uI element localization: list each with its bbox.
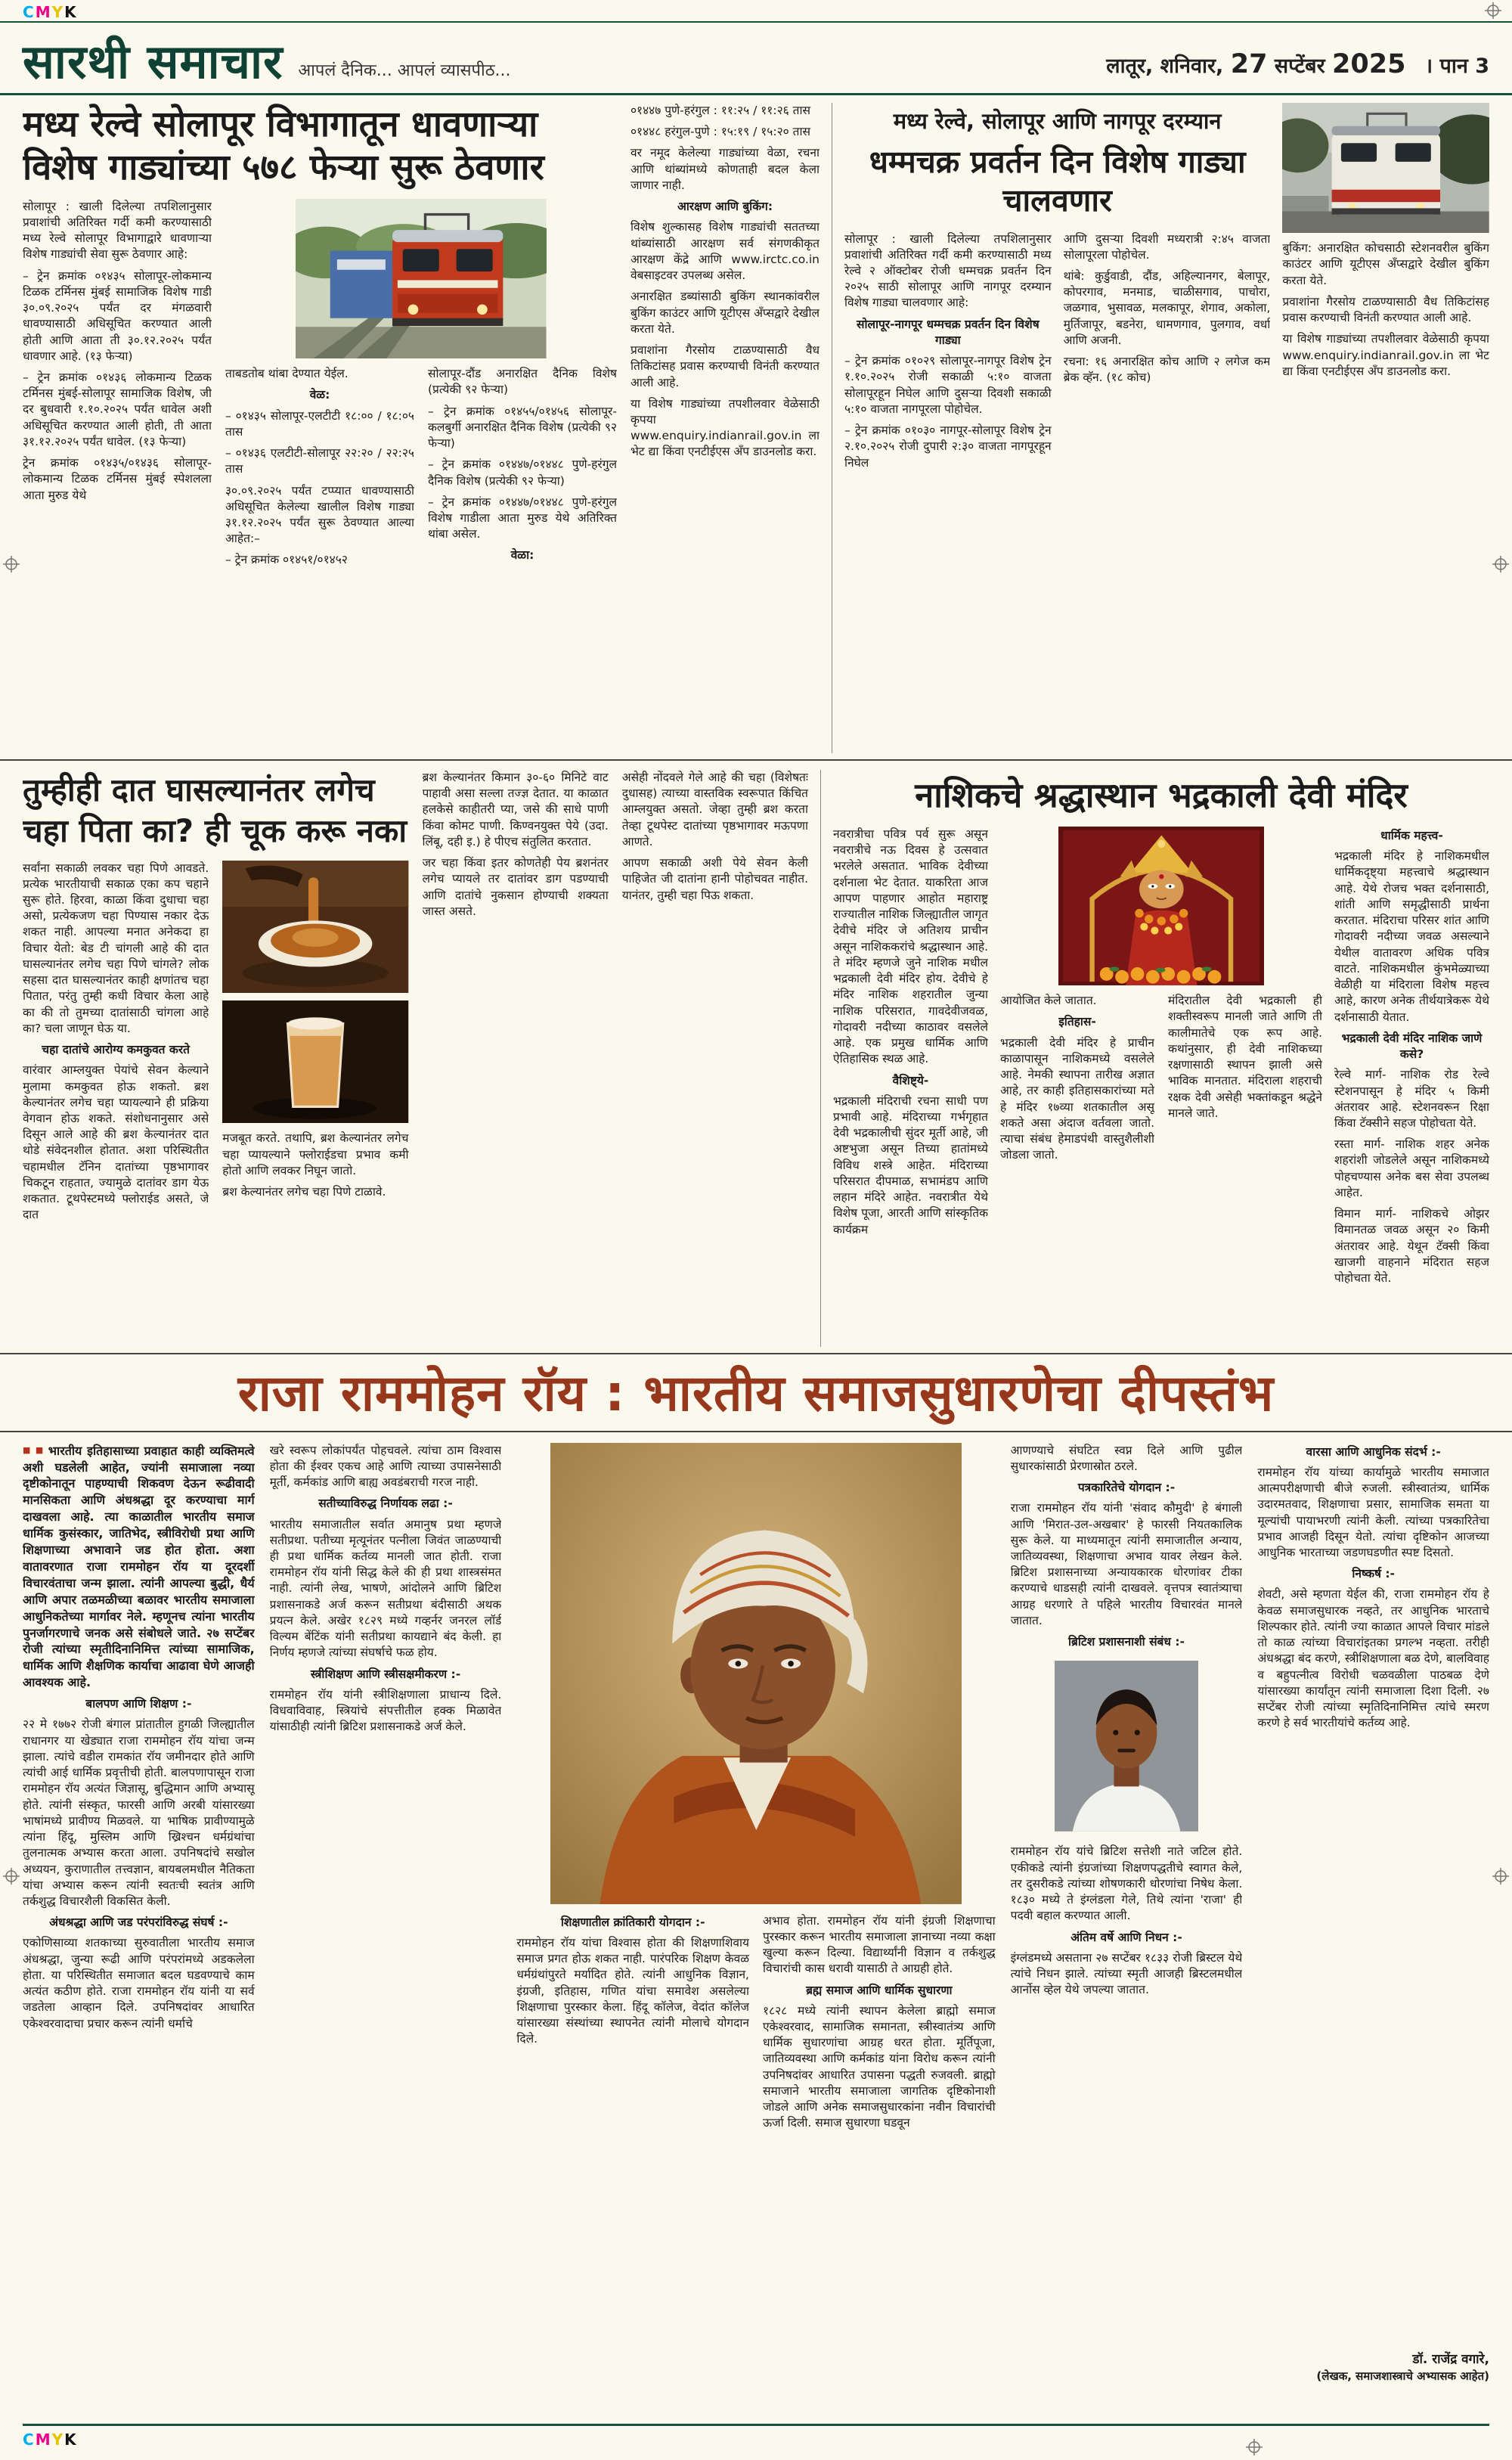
registration-row-bottom	[23, 2424, 1489, 2454]
paragraph: इंग्लंडमध्ये असताना २७ सप्टेंबर १८३३ रोजी ब्रिस्टल येथे त्यांचे निधन झाले. त्यांच्या स्मृती आजही ब्रिस्टलमधील आर्नोस व्हेल येथे जपल्या जातात.	[1010, 1950, 1243, 1997]
article-column	[833, 827, 988, 1347]
subhead: सतीच्याविरुद्ध निर्णायक लढा :-	[318, 1497, 453, 1511]
dateline-date: 27	[1230, 49, 1268, 79]
paragraph: ट्रेन क्रमांक ०१४३५/०१४३६ सोलापूर-लोकमान्य टिळक टर्मिनस मुंबई स्पेशलला आता मुरुड येथे	[23, 456, 212, 502]
paragraph: आपण सकाळी अशी पेये सेवन केली पाहिजेत जी दातांना हानी पोहोचवत नाहीत. यानंतर, तुम्ही चहा पिऊ शकता.	[621, 856, 808, 902]
article-bhadrakali-temple	[820, 770, 1489, 1347]
author-photo	[1055, 1661, 1198, 1836]
cmyk-mark-top	[23, 3, 78, 21]
paragraph: ब्रश केल्यानंतर लगेच चहा पिणे टाळावे.	[222, 1185, 386, 1199]
article-column	[270, 1443, 502, 2389]
registration-mark	[1485, 2, 1501, 19]
subhead: ब्रह्म समाज आणि धार्मिक सुधारणा	[806, 1983, 953, 1997]
article-subcolumn	[1257, 1443, 1489, 1737]
headline-group	[844, 103, 1270, 231]
paragraph: विशेष शुल्कासह विशेष गाड्यांची सततच्या थांब्यांसाठी आरक्षण सर्व संगणकीकृत आरक्षण केंद्रे आणि www.irctc.co.in वेबसाइटवर उपलब्ध असेल.	[631, 220, 820, 283]
registration-mark	[3, 556, 20, 572]
paragraph: राजा राममोहन रॉय यांनी 'संवाद कौमुदी' हे बंगाली आणि 'मिरात-उल-अखबार' हे फारसी नियतकालिक सुरू केले. या माध्यमातून त्यांनी समाजातील अन्याय, जातिव्यवस्था, शिक्षणाचा अभाव यावर लेखन केले. ब्रिटिश प्रशासनाच्या अन्यायकारक धोरणांवर टीका करण्याचे धाडसही त्यांनी दाखवले. वृत्तपत्र स्वातंत्र्याचा आग्रह धरणारे ते पहिले भारतीय विचारवंत मानले जातात.	[1010, 1501, 1243, 1627]
headline-special-trains: मध्य रेल्वे सोलापूर विभागातून धावणाऱ्या विशेष गाड्यांच्या ५७८ फेऱ्या सुरू ठेवणार	[23, 104, 544, 189]
masthead-tagline: आपलं दैनिक... आपलं व्यासपीठ...	[298, 61, 511, 80]
article-dhammachakra-trains	[832, 103, 1489, 753]
paragraph: भद्रकाली देवी मंदिर हे प्राचीन काळापासून नाशिकमध्ये वसलेले आहे. नेमकी स्थापना तारीख अज्ञात आहे, तर काही इतिहासकारांच्या मते हे मंदिर १७व्या शतकातील असू शकते असा अंदाज वर्तवला जातो. त्याचा संबंध हेमाडपंथी वास्तुशैलीशी जोडला जातो.	[1000, 1035, 1154, 1162]
subhead: निष्कर्ष :-	[1352, 1567, 1395, 1581]
paragraph: आयोजित केले जातात.	[1000, 994, 1097, 1008]
paragraph: थांबे: कुर्डुवाडी, दौंड, अहिल्यानगर, बेलापूर, कोपरगाव, मनमाड, चाळीसगाव, पाचोरा, जळगाव, भुसावळ, मलकापूर, शेगाव, अकोला, मुर्तिजापूर, बडनेरा, धामणगाव, पुलगाव, वर्धा आणि अजनी.	[1063, 268, 1271, 347]
paragraph: सोलापूर : खाली दिलेल्या तपशिलानुसार प्रवाशांची अतिरिक्त गर्दी कमी करण्यासाठी मध्य रेल्वे २ ऑक्टोबर रोजी धम्मचक्र प्रवर्तन दिन २०२५ साठी सोलापूर आणि नागपूर दरम्यान विशेष गाड्या चालवणार आहे:	[844, 231, 1052, 310]
cmyk-c: C	[23, 3, 36, 21]
subhead: वारसा आणि आधुनिक संदर्भ :-	[1306, 1444, 1441, 1459]
paragraph: या विशेष गाड्यांच्या तपशीलवार वेळेसाठी कृपया www.enquiry.indianrail.gov.in ला भेट द्या किंवा एनटीईएस अँप डाउनलोड करा.	[1282, 332, 1489, 378]
subhead: आरक्षण आणि बुकिंग:	[677, 200, 773, 214]
paragraph: बुकिंग: अनारक्षित कोचसाठी स्टेशनवरील बुकिंग काउंटर आणि यूटीएस अँप्सद्वारे देखील बुकिंग करता येते.	[1282, 241, 1489, 287]
paragraph: रचना: १६ अनारक्षित कोच आणि २ लगेज कम ब्रेक व्हॅन. (१८ कोच)	[1063, 355, 1271, 385]
paragraph: ३०.०९.२०२५ पर्यंत टप्प्यात धावण्यासाठी अधिसूचित केलेल्या खालील विशेष गाड्या ३१.१२.२०२५ पर्यंत सुरू ठेवण्यात आल्या आहेत:–	[225, 483, 414, 546]
page-header	[0, 23, 1512, 95]
subhead: शिक्षणातील क्रांतिकारी योगदान :-	[560, 1915, 705, 1929]
bhadrakali-devi-idol-photo	[1058, 827, 1265, 985]
two-column-split	[1000, 993, 1322, 1168]
article-column-last	[1257, 1443, 1489, 2389]
article-column	[222, 1131, 408, 1205]
cmyk-y: Y	[51, 3, 65, 21]
cmyk-mark-bottom	[23, 2431, 78, 2449]
dateline-year: 2025	[1332, 49, 1406, 79]
dateline	[1106, 49, 1489, 85]
article-column	[423, 770, 609, 1347]
paragraph: अभाव होता. राममोहन रॉय यांनी इंग्रजी शिक्षणाचा पुरस्कार करून भारतीय समाजाला ज्ञानाच्या नव्या कक्षा खुल्या करून दिल्या. विद्यार्थ्यांनी विज्ञान व तर्कशुद्ध विचारांची कास धरावी यासाठी ते आग्रही होते.	[762, 1913, 996, 1976]
article-column	[1282, 240, 1489, 385]
paragraph: ■ ■ भारतीय इतिहासाच्या प्रवाहात काही व्यक्तिमत्वे अशी घडलेली आहेत, ज्यांनी समाजाला नव्या दृष्टीकोनातून पाहण्याची शिकवण देऊन रूढीवादी मानसिकता आणि अंधश्रद्धा दूर करण्याचा मार्ग दाखवला आहे. त्या काळातील भारतीय समाज धार्मिक कुसंस्कार, जातिभेद, स्त्रीविरोधी प्रथा आणि शिक्षणाच्या अभावाने जड होत होता. अशा वातावरणात राजा राममोहन रॉय या दूरदर्शी विचारवंताचा जन्म झाला. त्यांनी आपल्या बुद्धी, धैर्य आणि अपार तळमळीच्या बळावर भारतीय समाजाला आधुनिकतेच्या मार्गावर नेले. म्हणूनच त्यांना भारतीय पुनर्जागरणाचे जनक असे संबोधले जाते. २७ सप्टेंबर रोजी त्यांच्या स्मृतीदिनानिमित्त त्यांच्या सामाजिक, धार्मिक आणि शैक्षणिक कार्याचा आढावा घेणे आजही आवश्यक आहे.	[23, 1443, 255, 1692]
article-column	[428, 366, 617, 574]
paragraph: भारतीय समाजातील सर्वात अमानुष प्रथा म्हणजे सतीप्रथा. पतीच्या मृत्यूनंतर पत्नीला जिवंत जाळण्याची ही प्रथा धार्मिक कर्तव्य मानली जात होती. राजा राममोहन रॉय यांनी सिद्ध केले की ही प्रथा शास्त्रसंमत नाही. त्यांनी लेख, भाषणे, आंदोलने आणि ब्रिटिश प्रशासनाकडे अर्ज करून सतीप्रथा बंदीसाठी अथक प्रयत्न केले. अखेर १८२९ मध्ये गव्हर्नर जनरल लॉर्ड विल्यम बेंटिंक यांनी सतीप्रथा कायद्याने बंद केली. हा निर्णय म्हणजे त्यांच्या संघर्षाचे फळ होय.	[269, 1517, 502, 1660]
article-column	[844, 231, 1052, 754]
paragraph: सोलापूर : खाली दिलेल्या तपशिलानुसार प्रवाशांची अतिरिक्त गर्दी कमी करण्यासाठी मध्य रेल्वे सोलापूर विभागाद्वारे धावणाऱ्या विशेष गाड्यांची सेवा सुरू ठेवणार आहे:	[23, 199, 212, 262]
two-column-split	[516, 1913, 995, 2137]
paragraph: जर चहा किंवा इतर कोणतेही पेय ब्रशनंतर लगेच प्यायले तर दातांवर डाग पडण्याची आणि दातांचे नुकसान होण्याची शक्यता जास्त असते.	[422, 856, 609, 918]
article-column	[23, 199, 212, 753]
paragraph: – ट्रेन क्रमांक ०१४३६ लोकमान्य टिळक टर्मिनस मुंबई-सोलापूर सामाजिक विशेष, जी दर बुधवारी १.१०.२०२५ पर्यंत धावेल अशी अधिसूचित करण्यात आली होती, ती आता ३१.१२.२०२५ पर्यंत धावेल. (१३ फेऱ्या)	[23, 371, 212, 448]
masthead-title: सारथी समाचार	[23, 34, 284, 89]
subhead: ब्रिटिश प्रशासनाशी संबंध :-	[1068, 1635, 1185, 1649]
article-subcolumn	[1011, 1844, 1243, 2003]
article-column	[631, 103, 820, 753]
registration-mark	[1246, 2439, 1263, 2455]
cmyk-k: K	[64, 3, 78, 21]
paragraph: भद्रकाली मंदिर हे नाशिकमधील धार्मिकदृष्ट्या महत्त्वाचे श्रद्धास्थान आहे. येथे रोजच भक्त दर्शनासाठी, शांती आणि समृद्धीसाठी प्रार्थना करतात. मंदिराचा परिसर शांत आणि गोदावरी नदीच्या जवळ असल्याने येथील वातावरण अधिक पवित्र वाटते. नाशिकमधील कुंभमेळ्याच्या वेळीही या मंदिराला विशेष महत्त्व आहे, कारण अनेक तीर्थयात्रेकरू येथे दर्शनासाठी येतात.	[1334, 849, 1489, 1024]
subhead: सोलापूर-नागपूर धम्मचक्र प्रवर्तन दिन विशेष गाड्या	[856, 317, 1040, 347]
article-column-with-author-photo	[1011, 1443, 1243, 2389]
headline-dhammachakra: धम्मचक्र प्रवर्तन दिन विशेष गाड्या चालवणार	[869, 144, 1246, 219]
paragraph: ब्रश केल्यानंतर किमान ३०-६० मिनिटे वाट पाहावी असा सल्ला तज्ज्ञ देतात. या काळात हलकेसे काहीतरी प्या, जसे की साधे पाणी किंवा कोमट पाणी. किण्वनयुक्त पेये (उदा. लिंबू, दही इ.) हे पीएच संतुलित करतात.	[422, 771, 609, 848]
subhead: भद्रकाली देवी मंदिर नाशिक जाणे कसे?	[1341, 1031, 1483, 1062]
subhead: इतिहास-	[1058, 1015, 1096, 1029]
article-column	[1168, 993, 1322, 1168]
author-name: डॉ. राजेंद्र वगारे,	[1412, 2351, 1489, 2367]
paragraph: शेवटी, असे म्हणता येईल की, राजा राममोहन रॉय हे केवळ समाजसुधारक नव्हते, तर आधुनिक भारताचे शिल्पकार होते. त्यांनी ज्या काळात आपले विचार मांडले तो काळ त्यांच्या विचारांइतका प्रगल्भ नव्हता. तरीही अंधश्रद्धा बंद करणे, स्त्रीशिक्षणाला बळ देणे, बालविवाह व बहुपत्नीत्व विरोधी चळवळीला पाठबळ देणे यांसारख्या कार्यांतून त्यांनी समाजाला दिशा दिली. २७ सप्टेंबर रोजी त्यांच्या स्मृतिदिनानिमित्त त्यांचे स्मरण करणे हे सर्व भारतीयांचे कर्तव्य आहे.	[1257, 1587, 1489, 1730]
registration-mark	[3, 1868, 20, 1885]
feature-headline-band	[0, 1354, 1512, 1432]
raja-ram-mohan-roy-portrait	[550, 1443, 962, 1904]
article-middle-zone	[1000, 827, 1322, 1347]
paragraph: वर नमूद केलेल्या गाड्यांच्या वेळा, रचना आणि थांब्यांमध्ये कोणताही बदल केला जाणार नाही.	[631, 146, 820, 192]
paragraph: – ट्रेन क्रमांक ०१४५५/०१४५६ सोलापूर-कलबुर्गी अनारक्षित दैनिक विशेष (प्रत्येकी ९२ फेऱ्या)	[428, 404, 617, 451]
tea-glass-photo	[222, 1000, 408, 1124]
cmyk-k: K	[64, 2431, 78, 2449]
paragraph: आणण्याचे संघटित स्वप्न दिले आणि पुढील सुधारकांसाठी प्रेरणास्रोत ठरले.	[1010, 1443, 1243, 1473]
article-middle-zone	[516, 1443, 995, 2389]
paragraph: नवरात्रीचा पवित्र पर्व सुरू असून नवरात्रीचे नऊ दिवस हे उत्सवात भरलेले असतात. भाविक देवीच्या दर्शनाला भेट देतात. याकरिता आज आपण पाहणार आहोत महाराष्ट्र राज्यातील नाशिक जिल्ह्यातील जागृत देवीचे मंदिर जे अतिशय प्राचीन असून नाशिककरांचे श्रद्धास्थान आहे. ते मंदिर म्हणजे जुने नाशिक मधील भद्रकाली देवी मंदिर होय. देवीचे हे मंदिर नाशिक शहरातील जुन्या नाशिक परिसरात, गावदेवीजवळ, गोदावरी नदीच्या काठावर वसलेले आहे. एक प्रमुख धार्मिक आणि ऐतिहासिक स्थळ आहे.	[833, 827, 988, 1066]
dateline-month: सप्टेंबर	[1274, 54, 1325, 78]
subhead: बालपण आणि शिक्षण :-	[85, 1697, 192, 1711]
train-photo-white-locomotive	[1282, 103, 1489, 233]
kicker-dhammachakra: मध्य रेल्वे, सोलापूर आणि नागपूर दरम्यान	[893, 108, 1222, 134]
paragraph: राममोहन रॉय यांच्या कार्यामुळे भारतीय समाजात आत्मपरीक्षणाची बीजे रुजली. स्त्रीस्वातंत्र्य, धार्मिक उदारमतवाद, शिक्षणाचा प्रसार, सामाजिक समता या मूल्यांची पायाभरणी त्यांनी केली. त्यांच्या पत्रकारितेचा प्रभाव आजही दिसून येतो. त्यांचा दृष्टिकोन आजच्या आधुनिक भारताच्या जडणघडणीत स्पष्ट दिसतो.	[1257, 1465, 1489, 1559]
article-tea-after-brushing	[23, 770, 820, 1347]
paragraph: रस्ता मार्ग- नाशिक शहर अनेक शहरांशी जोडलेले असून नाशिकमध्ये पोहचण्यास अनेक बस सेवा उपलब्ध आहेत.	[1334, 1137, 1489, 1199]
subhead: वेळ:	[309, 388, 330, 402]
article-column	[516, 1913, 749, 2137]
paragraph: खरे स्वरूप लोकांपर्यंत पोहचवले. त्यांचा ठाम विश्वास होता की ईश्वर एकच आहे आणि त्याच्या उपासनेसाठी मूर्ती, कर्मकांड आणि बाह्य अवडंबराची गरज नाही.	[269, 1443, 502, 1490]
article-column	[23, 861, 209, 1348]
paragraph: – ट्रेन क्रमांक ०१४५१/०१४५२	[225, 553, 348, 567]
paragraph: मंदिरातील देवी भद्रकाली ही शक्तीस्वरूप मानली जाते आणि ती कालीमातेचे एक रूप आहे. कथांनुसार, ही देवी नाशिकच्या रक्षणासाठी स्थापन झाली असे भाविक मानतात. मंदिराला शहराची रक्षक देवी असेही भक्तांकडून श्रद्धेने मानले जाते.	[1168, 994, 1322, 1120]
two-column-split	[225, 366, 617, 574]
paragraph: मजबूत करते. तथापि, ब्रश केल्यानंतर लगेच चहा प्यायल्याने फ्लोराईडचा प्रभाव कमी होतो आणि लवकर निघून जातो.	[222, 1131, 409, 1177]
paragraph: सर्वांना सकाळी लवकर चहा पिणे आवडते. प्रत्येक भारतीयाची सकाळ एका कप चहाने सुरू होते. हिरवा, काळा किंवा दुधाचा चहा असो, प्रत्येकजण चहा पिण्यास नकार देऊ शकत नाही. आपल्या मनात अनेकदा हा विचार येतो: बेड टी चांगली आहे की दात घासल्यानंतर लगेच चहा पिणे चांगले? लोक सहसा दात घासल्यानंतर काही क्षणांतच चहा पितात, परंतु तुम्ही कधी विचार केला आहे का की तो तुमच्या दातांसाठी चांगला आहे का? चला जाणून घेऊ या.	[23, 861, 209, 1035]
paragraph: ०१४४७ पुणे-हरंगुल : ११:२५ / ११:२६ तास	[631, 104, 810, 117]
paragraph: भद्रकाली मंदिराची रचना साधी पण प्रभावी आहे. मंदिराच्या गर्भगृहात देवी भद्रकालीची सुंदर मूर्ती आहे, जी अष्टभुजा असून तिच्या हातांमध्ये विविध शस्त्रे आहेत. मंदिराच्या परिसरात दीपमाळ, सभामंडप आणि लहान मंदिरे आहेत. नवरात्रीत येथे विशेष पूजा, आरती आणि सांस्कृतिक कार्यक्रम	[833, 1094, 988, 1236]
masthead-group	[23, 34, 511, 89]
paragraph: या विशेष गाड्यांच्या तपशीलवार वेळेसाठी कृपया www.enquiry.indianrail.gov.in ला भेट द्या किंवा एनटीईएस अँप डाउनलोड करा.	[631, 396, 820, 459]
article-subcolumn	[1011, 1443, 1243, 1655]
article-column-with-photos	[222, 861, 408, 1348]
paragraph: राममोहन रॉय यांचा विश्वास होता की शिक्षणाशिवाय समाज प्रगत होऊ शकत नाही. पारंपरिक शिक्षण केवळ धर्मग्रंथांपुरते मर्यादित होते. त्यांनी आधुनिक विज्ञान, इंग्रजी, इतिहास, गणित यांचा समावेश असलेल्या शिक्षणाचा पुरस्कार केला. हिंदू कॉलेज, वेदांत कॉलेज यांसारख्या संस्थांच्या स्थापनेत त्यांनी मोलाचे योगदान दिले.	[516, 1935, 749, 2046]
article-column	[1064, 231, 1271, 754]
headline-temple: नाशिकचे श्रद्धास्थान भद्रकाली देवी मंदिर	[915, 775, 1408, 815]
subhead: अंतिम वर्षे आणि निधन :-	[1070, 1930, 1182, 1944]
article-middle-zone	[225, 199, 617, 753]
paragraph: रेल्वे मार्ग- नाशिक रोड रेल्वे स्टेशनपासून हे मंदिर ५ किमी अंतरावर आहे. स्टेशनवरून रिक्षा किंवा टॅक्सीने सहज पोहोचता येते.	[1334, 1068, 1489, 1130]
paragraph: प्रवाशांना गैरसोय टाळण्यासाठी वैध तिकिटांसह प्रवास करण्याची विनंती करण्यात आली आहे.	[631, 343, 820, 389]
author-credit	[1257, 2351, 1489, 2389]
paragraph: विमान मार्ग- नाशिकचे ओझर विमानतळ जवळ असून २० किमी अंतरावर आहे. येथून टॅक्सी किंवा खाजगी वाहनाने मंदिरात सहज पोहोचता येते.	[1334, 1207, 1489, 1286]
registration-mark	[1492, 1868, 1509, 1885]
subhead: अंधश्रद्धा आणि जड परंपरांविरुद्ध संघर्ष :-	[49, 1916, 228, 1930]
article-column	[225, 366, 414, 574]
paragraph: १८२८ मध्ये त्यांनी स्थापन केलेला ब्राह्मो समाज एकेश्वरवाद, सामाजिक समानता, स्त्रीस्वातंत्र्य आणि धार्मिक सुधारणांचा आग्रह धरत होता. मूर्तिपूजा, जातिव्यवस्था आणि कर्मकांड यांना विरोध करून त्यांनी उपनिषदांवर आधारित उपासना पद्धती रुजवली. ब्राह्मो समाजाने भारतीय समाजाला जागतिक दृष्टिकोनाशी जोडले आणि अनेक समाजसुधारकांना नवीन विचारांची ऊर्जा दिली. समाज सुधारणा घडवून	[762, 2003, 996, 2130]
cmyk-m: M	[35, 2431, 52, 2449]
cmyk-y: Y	[51, 2431, 65, 2449]
subhead: स्त्रीशिक्षण आणि स्त्रीसक्षमीकरण :-	[310, 1667, 461, 1681]
paragraph: अनारक्षित डब्यांसाठी बुकिंग स्थानकांवरील बुकिंग काउंटर आणि यूटीएस अँप्सद्वारे देखील करता येते.	[631, 290, 820, 336]
paragraph: – ०१४३५ सोलापूर-एलटीटी १८:०० / १८:०५ तास	[225, 408, 414, 439]
page-number: । पान 3	[1424, 54, 1489, 78]
feature-roy-body	[0, 1432, 1512, 2389]
paragraph: आणि दुसऱ्या दिवशी मध्यरात्री २:४५ वाजता सोलापूरला पोहोचेल.	[1063, 231, 1271, 262]
paragraph: – ट्रेन क्रमांक ०१०२९ सोलापूर-नागपूर विशेष ट्रेन १.१०.२०२५ रोजी सकाळी ५:१० वाजता सोलापूरहून निघेल आणि दुसऱ्या दिवशी सकाळी ५:१० वाजता नागपूरला पोहोचेल.	[844, 354, 1052, 416]
article-column	[622, 770, 808, 1347]
cmyk-m: M	[35, 3, 52, 21]
top-section	[0, 95, 1512, 761]
paragraph: असेही नोंदवले गेले आहे की चहा (विशेषतः दुधासह) त्याच्या वास्तविक स्वरूपात किंचित आम्लयुक्त असतो. जेव्हा तुम्ही ब्रश करता तेव्हा टूथपेस्ट दातांच्या पृष्ठभागावर मऊपणा आणते.	[621, 771, 808, 848]
author-note: (लेखक, समाजशास्त्राचे अभ्यासक आहेत)	[1316, 2369, 1489, 2384]
article-column	[1334, 827, 1489, 1347]
paragraph: सोलापूर-दौंड अनारक्षित दैनिक विशेष (प्रत्येकी ९२ फेऱ्या)	[428, 367, 617, 397]
paragraph: राममोहन रॉय यांचे ब्रिटिश सत्तेशी नाते जटिल होते. एकीकडे त्यांनी इंग्रजांच्या शिक्षणपद्धतीचे स्वागत केले, तर दुसरीकडे त्यांच्या शोषणकारी धोरणांचा निषेध केला. १८३० मध्ये ते इंग्लंडला गेले, तिथे त्यांना 'राजा' ही पदवी बहाल करण्यात आली.	[1010, 1844, 1243, 1923]
paragraph: राममोहन रॉय यांनी स्त्रीशिक्षणाला प्राधान्य दिले. विधवाविवाह, स्त्रियांचे संपत्तीतील हक्क मिळावेत यांसाठीही त्यांनी ब्रिटिश प्रशासनाकडे अर्ज केले.	[269, 1687, 502, 1734]
headline-tea: तुम्हीही दात घासल्यानंतर लगेच चहा पिता का? ही चूक करू नका	[23, 771, 407, 849]
subhead: धार्मिक महत्त्व-	[1380, 829, 1443, 842]
article-column-lead	[23, 1443, 255, 2389]
registration-mark	[1492, 556, 1509, 572]
article-special-trains-solapur	[23, 103, 832, 753]
headline-roy: राजा राममोहन रॉय : भारतीय समाजसुधारणेचा दीपस्तंभ	[237, 1364, 1275, 1422]
article-column	[763, 1913, 996, 2137]
article-column-with-photo	[1282, 103, 1489, 753]
subhead: चहा दातांचे आरोग्य कमकुवत करते	[42, 1043, 190, 1057]
tea-pouring-photo	[222, 861, 408, 993]
subhead: वेळा:	[510, 548, 534, 563]
middle-section	[0, 761, 1512, 1354]
subhead: वैशिष्ट्ये-	[892, 1073, 929, 1087]
registration-row-top	[0, 0, 1512, 23]
paragraph: – ट्रेन क्रमांक ०१४३५ सोलापूर-लोकमान्य टिळक टर्मिनस मुंबई सामाजिक विशेष गाडी ३०.०९.२०२५ पर्यंत दर मंगळवारी धावण्यासाठी अधिसूचित करण्यात आली होती आणि आता ती ३०.१२.२०२५ पर्यंत धावणार आहे. (१३ फेऱ्या)	[23, 268, 212, 363]
paragraph: प्रवाशांना गैरसोय टाळण्यासाठी वैध तिकिटांसह प्रवास करण्याची विनंती करण्यात आली आहे.	[1282, 294, 1489, 325]
paragraph: २२ मे १७७२ रोजी बंगाल प्रांतातील हुगळी जिल्ह्यातील राधानगर या खेड्यात राजा राममोहन रॉय यांचा जन्म झाला. त्यांचे वडील रामकांत रॉय जमीनदार होते आणि त्यांची आई धार्मिक प्रवृत्तीची होती. बालपणापासून राजा राममोहन रॉय अत्यंत जिज्ञासू, बुद्धिमान आणि अभ्यासू होते. त्यांनी संस्कृत, फारसी आणि अरबी यांसारख्या भाषांमध्ये प्रावीण्य मिळवले. या भाषिक प्रावीण्यामुळे त्यांना हिंदू, मुस्लिम आणि ख्रिश्चन धर्मग्रंथांचा तुलनात्मक अभ्यास करता आला. उपनिषदांचे सखोल अध्ययन, कुराणातील तत्त्वज्ञान, बायबलमधील नैतिकता यांचा अभ्यास करून त्यांनी स्वतःची स्वतंत्र आणि तर्कशुद्ध विचारशैली विकसित केली.	[23, 1717, 255, 1908]
subhead: पत्रकारितेचे योगदान :-	[1077, 1481, 1176, 1495]
paragraph: एकोणिसाव्या शतकाच्या सुरुवातीला भारतीय समाज अंधश्रद्धा, जुन्या रूढी आणि परंपरांमध्ये अडकलेला होता. या परिस्थितीत समाजात बदल घडवण्याचे काम अत्यंत कठीण होते. राजा राममोहन रॉय यांनी या सर्व जडतेला आव्हान दिले. उपनिषदांवर आधारित एकेश्वरवादाचा प्रचार करून त्यांनी धर्माचे	[23, 1936, 255, 2030]
paragraph: – ०१४३६ एलटीटी-सोलापूर २२:२० / २२:२५ तास	[225, 446, 414, 476]
article-column	[1000, 993, 1154, 1168]
paragraph: – ट्रेन क्रमांक ०१०३० नागपूर-सोलापूर विशेष ट्रेन २.१०.२०२५ रोजी दुपारी २:३० वाजता नागपूरहून निघेल	[844, 423, 1052, 470]
paragraph: वारंवार आम्लयुक्त पेयांचे सेवन केल्याने मुलामा कमकुवत होऊ शकतो. ब्रश केल्यानंतर लगेच चहा प्यायल्याने ही प्रक्रिया वेगवान होऊ शकते. संशोधनानुसार असे दिसून आले आहे की ब्रश केल्यानंतर दात थोडे संवेदनशील होतात. अशा परिस्थितीत चहामधील टॅनिन दातांच्या पृष्ठभागावर चिकटून राहतात, ज्यामुळे दातांवर डाग येऊ शकतात. टूथपेस्टमध्ये फ्लोराईड असते, जे दात	[23, 1063, 209, 1222]
dateline-city-day: लातूर, शनिवार,	[1106, 54, 1224, 78]
paragraph: – ट्रेन क्रमांक ०१४४७/०१४४८ पुणे-हरंगुल विशेष गाडीला आता मुरुड येथे अतिरिक्त थांबा असेल.	[428, 495, 617, 541]
paragraph: ताबडतोब थांबा देण्यात येईल.	[225, 367, 349, 381]
train-photo-red-locomotive	[296, 199, 547, 358]
cmyk-c: C	[23, 2431, 36, 2449]
paragraph: ०१४४८ हरंगुल-पुणे : १५:१९ / १५:२० तास	[631, 125, 810, 139]
paragraph: – ट्रेन क्रमांक ०१४४७/०१४४८ पुणे-हरंगुल दैनिक विशेष (प्रत्येकी ९२ फेऱ्या)	[428, 458, 617, 488]
feature-roy-section	[0, 1354, 1512, 2389]
